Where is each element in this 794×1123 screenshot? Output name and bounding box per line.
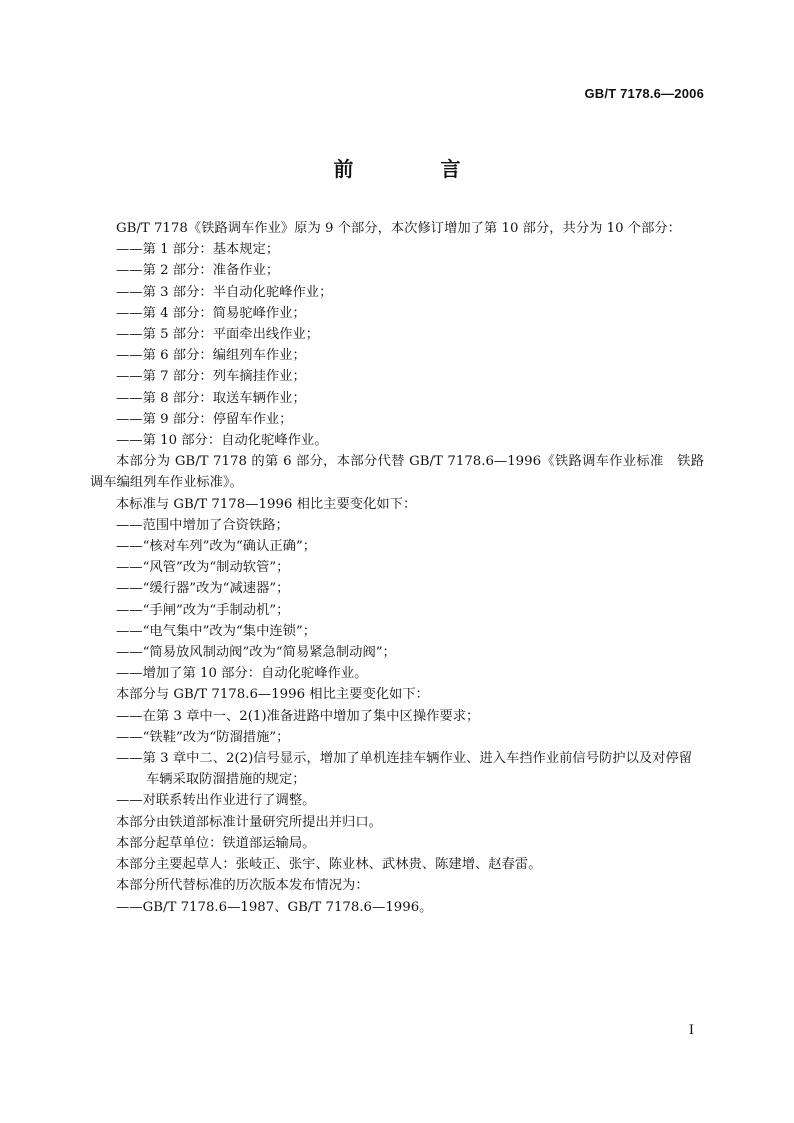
list-item-change: ——“电气集中”改为“集中连锁”； [116, 623, 317, 639]
list-item-change: ——第 3 章中二、2(2)信号显示，增加了单机连挂车辆作业、进入车挡作业前信号防护以及对停留车辆采取防溜措施的规定； [116, 751, 693, 788]
list-item-part-8: ——第 8 部分：取送车辆作业； [116, 390, 306, 406]
list-item-change: ——对联系转出作业进行了调整。 [116, 793, 316, 809]
page-title: 前 言 [333, 157, 501, 181]
list-item-part-6: ——第 6 部分：编组列车作业； [116, 348, 306, 364]
list-item-change: ——“铁鞋”改为“防溜措施”； [116, 729, 290, 745]
list-item-change: ——“风管”改为“制动软管”； [116, 560, 290, 576]
paragraph-drafters: 本部分主要起草人：张岐正、张宇、陈业林、武林贵、陈建增、赵春雷。 [116, 857, 542, 873]
paragraph-changes-1: 本标准与 GB/T 7178—1996 相比主要变化如下： [116, 496, 417, 512]
paragraph-drafting-unit: 本部分起草单位：铁道部运输局。 [116, 835, 316, 851]
list-item-change: ——范围中增加了合资铁路； [116, 517, 289, 533]
list-item-part-9: ——第 9 部分：停留车作业； [116, 411, 293, 427]
list-item-part-4: ——第 4 部分：简易驼峰作业； [116, 305, 306, 321]
list-item-change: ——增加了第 10 部分：自动化驼峰作业。 [116, 666, 368, 682]
list-item-change: ——在第 3 章中一、2(1)准备进路中增加了集中区操作要求； [116, 708, 480, 724]
foreword-body [90, 218, 704, 918]
paragraph-proposer: 本部分由铁道部标准计量研究所提出并归口。 [116, 814, 382, 830]
list-item-part-5: ——第 5 部分：平面牵出线作业； [116, 327, 320, 343]
list-item-history: ——GB/T 7178.6—1987、GB/T 7178.6—1996。 [116, 899, 433, 915]
page-number: I [688, 1023, 694, 1038]
paragraph-changes-2: 本部分与 GB/T 7178.6—1996 相比主要变化如下： [116, 687, 429, 703]
standard-code: GB/T 7178.6—2006 [584, 86, 704, 101]
list-item-part-7: ——第 7 部分：列车摘挂作业； [116, 369, 306, 385]
list-item-part-2: ——第 2 部分：准备作业； [116, 263, 280, 279]
paragraph-intro: GB/T 7178《铁路调车作业》原为 9 个部分，本次修订增加了第 10 部分，共分为 10 个部分： [116, 221, 681, 236]
list-item-change: ——“简易放风制动阀”改为“简易紧急制动阀”； [116, 645, 396, 661]
paragraph-history: 本部分所代替标准的历次版本发布情况为： [116, 878, 369, 894]
list-item-part-1: ——第 1 部分：基本规定； [116, 242, 280, 258]
list-item-change: ——“缓行器”改为“减速器”； [116, 581, 290, 597]
list-item-change: ——“手闸”改为“手制动机”； [116, 602, 290, 618]
list-item-change: ——“核对车列”改为“确认正确”； [116, 539, 317, 555]
list-item-part-10: ——第 10 部分：自动化驼峰作业。 [116, 433, 328, 449]
list-item-part-3: ——第 3 部分：半自动化驼峰作业； [116, 284, 333, 300]
paragraph-replaces: 本部分为 GB/T 7178 的第 6 部分，本部分代替 GB/T 7178.6—1996《铁路调车作业标准 铁路调车编组列车作业标准》。 [90, 454, 704, 491]
